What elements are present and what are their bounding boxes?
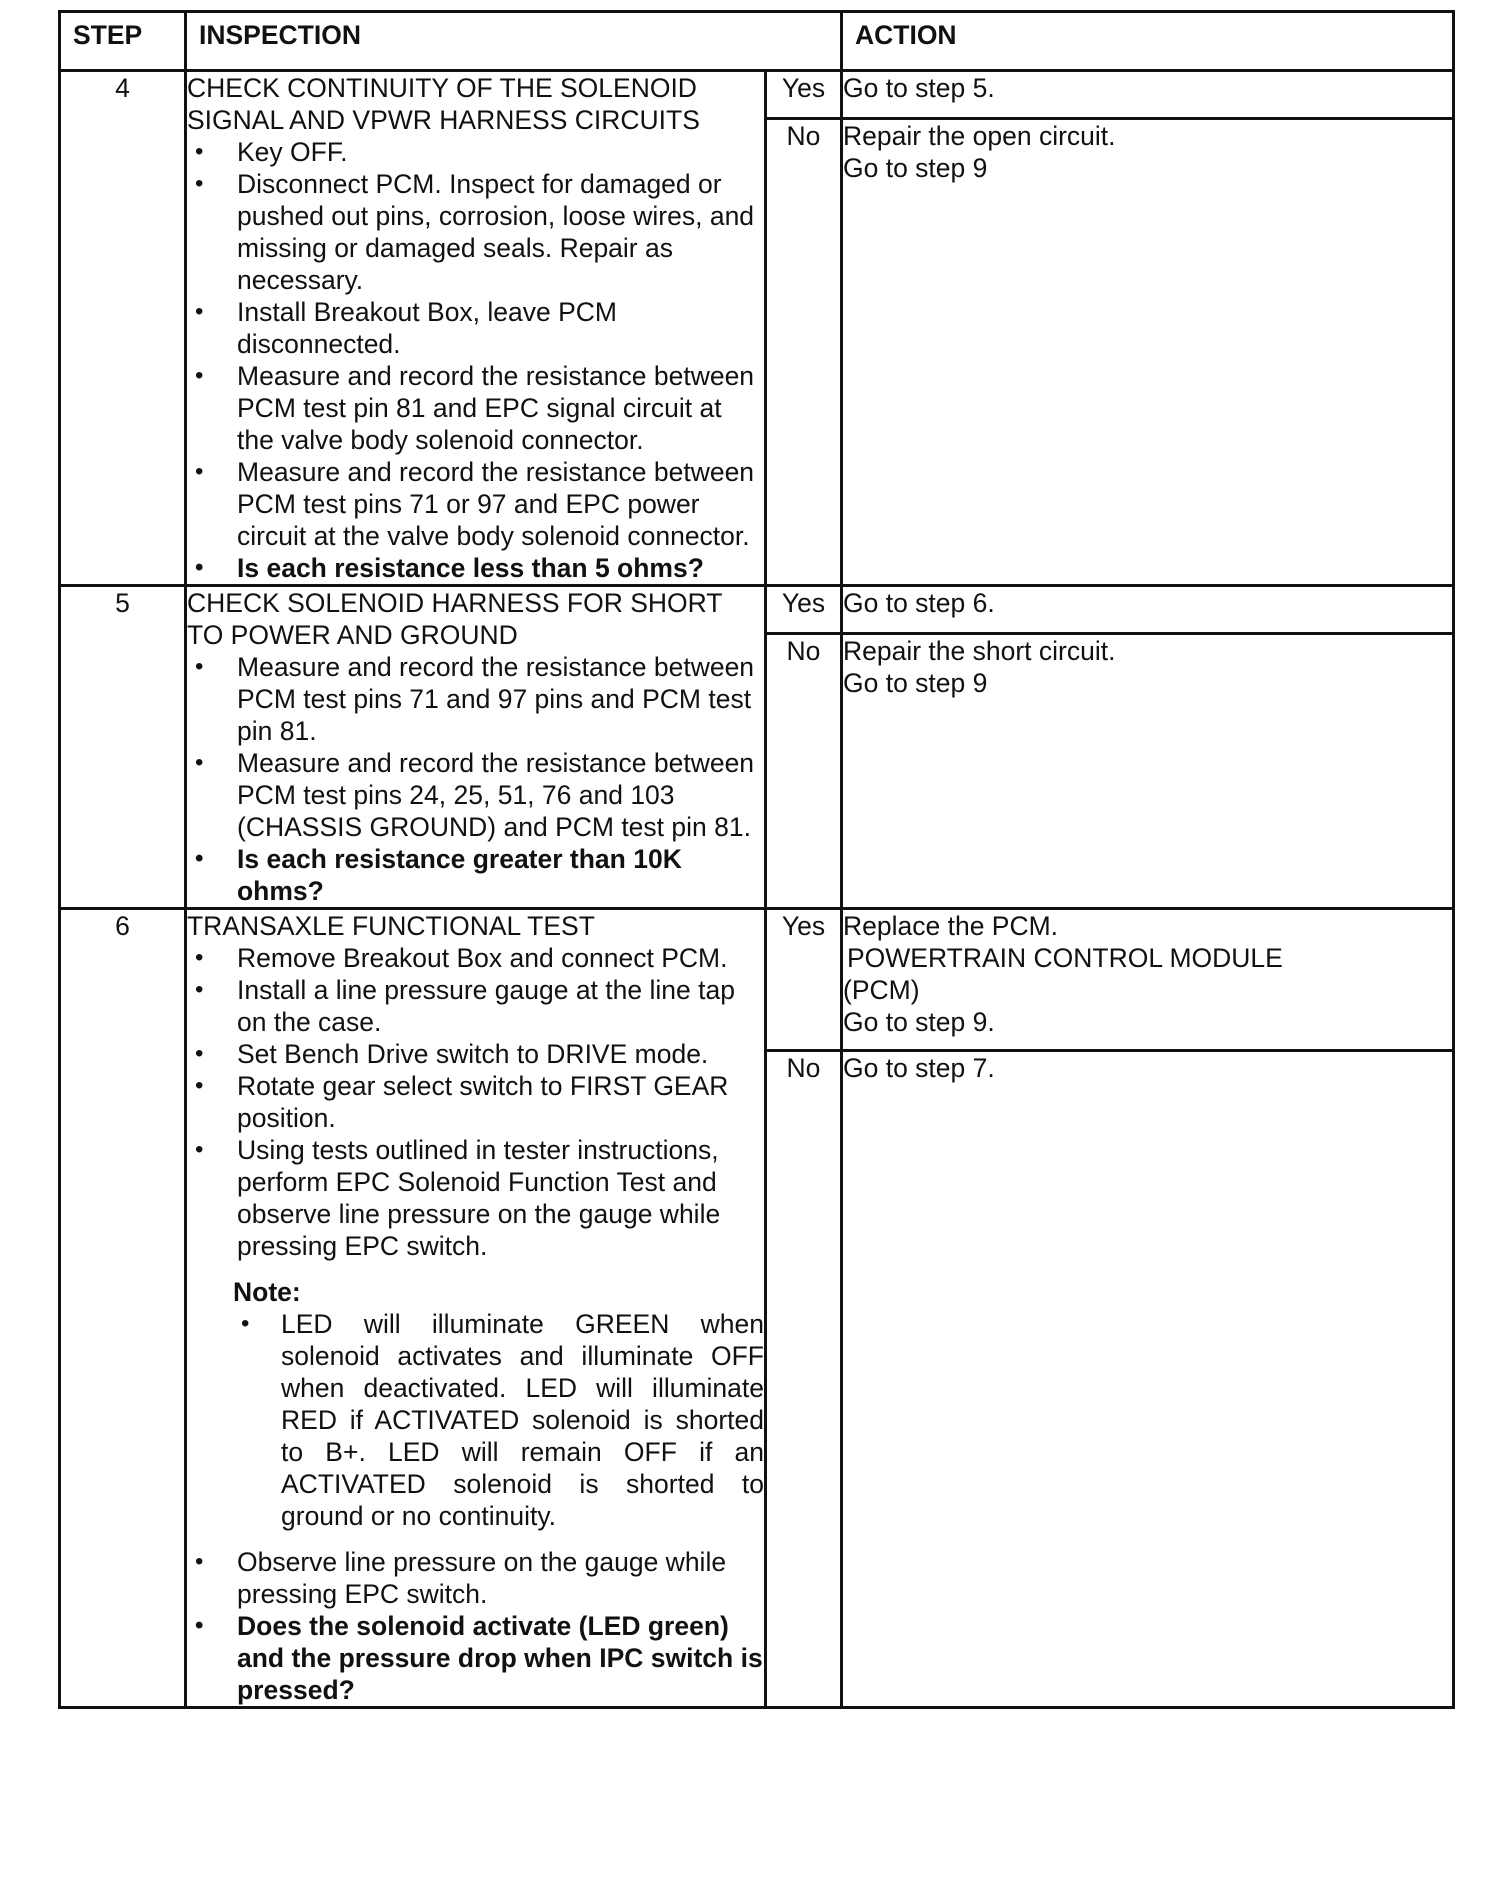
inspection-list (187, 651, 764, 907)
no-label: No (766, 1051, 842, 1708)
no-action (842, 1051, 1454, 1708)
table-header-row (60, 12, 1454, 71)
table-row (60, 586, 1454, 634)
inspection-item: • Observe line pressure on the gauge while pressing EPC switch. (187, 1546, 764, 1610)
inspection-item: • Install Breakout Box, leave PCM disconnected. (187, 296, 764, 360)
inspection-item: • Disconnect PCM. Inspect for damaged or pushed out pins, corrosion, loose wires, and missing or damaged seals. Repair as necessary. (187, 168, 764, 296)
inspection-question: • Is each resistance less than 5 ohms? (187, 552, 764, 584)
action-line: Repair the short circuit. (843, 636, 1116, 666)
yes-label: Yes (766, 586, 842, 634)
action-line: Go to step 9. (843, 1007, 995, 1037)
inspection-cell (186, 909, 766, 1708)
diagnostic-page (58, 10, 1452, 1709)
inspection-title-line: TRANSAXLE FUNCTIONAL TEST (187, 911, 595, 941)
yes-action (842, 909, 1454, 1051)
inspection-title-line: TO POWER AND GROUND (187, 620, 518, 650)
header-step: STEP (60, 12, 186, 71)
note-label: Note: (233, 1277, 301, 1307)
no-label: No (766, 634, 842, 909)
action-line: POWERTRAIN CONTROL MODULE (847, 943, 1283, 973)
no-action (842, 634, 1454, 909)
action-line: Go to step 9 (843, 668, 988, 698)
no-label: No (766, 119, 842, 586)
inspection-list (187, 942, 764, 1262)
inspection-item: • Measure and record the resistance between PCM test pins 71 and 97 pins and PCM test pin 81. (187, 651, 764, 747)
inspection-item: • Rotate gear select switch to FIRST GEAR position. (187, 1070, 764, 1134)
inspection-item: • Install a line pressure gauge at the line tap on the case. (187, 974, 764, 1038)
inspection-cell (186, 586, 766, 909)
action-line: Go to step 5. (843, 73, 995, 103)
inspection-list-after (187, 1546, 764, 1706)
inspection-item: • Using tests outlined in tester instructions, perform EPC Solenoid Function Test and observe line pressure on the gauge while pressing EPC switch. (187, 1134, 764, 1262)
action-line: (PCM) (843, 975, 920, 1005)
inspection-item: • Measure and record the resistance between PCM test pins 24, 25, 51, 76 and 103 (CHASSIS GROUND) and PCM test pin 81. (187, 747, 764, 843)
step-number: 6 (60, 909, 186, 1708)
header-inspection: INSPECTION (186, 12, 842, 71)
inspection-question: • Is each resistance greater than 10K ohms? (187, 843, 764, 907)
inspection-cell (186, 71, 766, 586)
inspection-item: • Remove Breakout Box and connect PCM. (187, 942, 764, 974)
inspection-item: • Set Bench Drive switch to DRIVE mode. (187, 1038, 764, 1070)
note-item: • LED will illuminate GREEN when solenoid activates and illuminate OFF when deactivated. LED will illuminate RED if ACTIVATED solenoid is shorted to B+. LED will remain OFF if an ACTIVATED solenoid is shorted to ground or no continuity. (233, 1308, 764, 1532)
inspection-title-line: SIGNAL AND VPWR HARNESS CIRCUITS (187, 105, 700, 135)
table-row (60, 71, 1454, 119)
yes-action (842, 586, 1454, 634)
note-block (233, 1276, 764, 1532)
header-action: ACTION (842, 12, 1454, 71)
action-line: Replace the PCM. (843, 911, 1059, 941)
inspection-item: • Key OFF. (187, 136, 764, 168)
table-row (60, 909, 1454, 1051)
inspection-item: • Measure and record the resistance between PCM test pin 81 and EPC signal circuit at the valve body solenoid connector. (187, 360, 764, 456)
yes-action (842, 71, 1454, 119)
inspection-title-line: CHECK CONTINUITY OF THE SOLENOID (187, 73, 697, 103)
inspection-list (187, 136, 764, 584)
note-list (233, 1308, 764, 1532)
inspection-item: • Measure and record the resistance between PCM test pins 71 or 97 and EPC power circuit at the valve body solenoid connector. (187, 456, 764, 552)
action-line: Go to step 6. (843, 588, 995, 618)
yes-label: Yes (766, 71, 842, 119)
action-line: Repair the open circuit. (843, 121, 1116, 151)
no-action (842, 119, 1454, 586)
action-line: Go to step 7. (843, 1053, 995, 1083)
step-number: 5 (60, 586, 186, 909)
diagnostic-table (58, 10, 1455, 1709)
action-line: Go to step 9 (843, 153, 988, 183)
step-number: 4 (60, 71, 186, 586)
inspection-title-line: CHECK SOLENOID HARNESS FOR SHORT (187, 588, 723, 618)
inspection-question: • Does the solenoid activate (LED green) and the pressure drop when IPC switch is pressed? (187, 1610, 764, 1706)
yes-label: Yes (766, 909, 842, 1051)
